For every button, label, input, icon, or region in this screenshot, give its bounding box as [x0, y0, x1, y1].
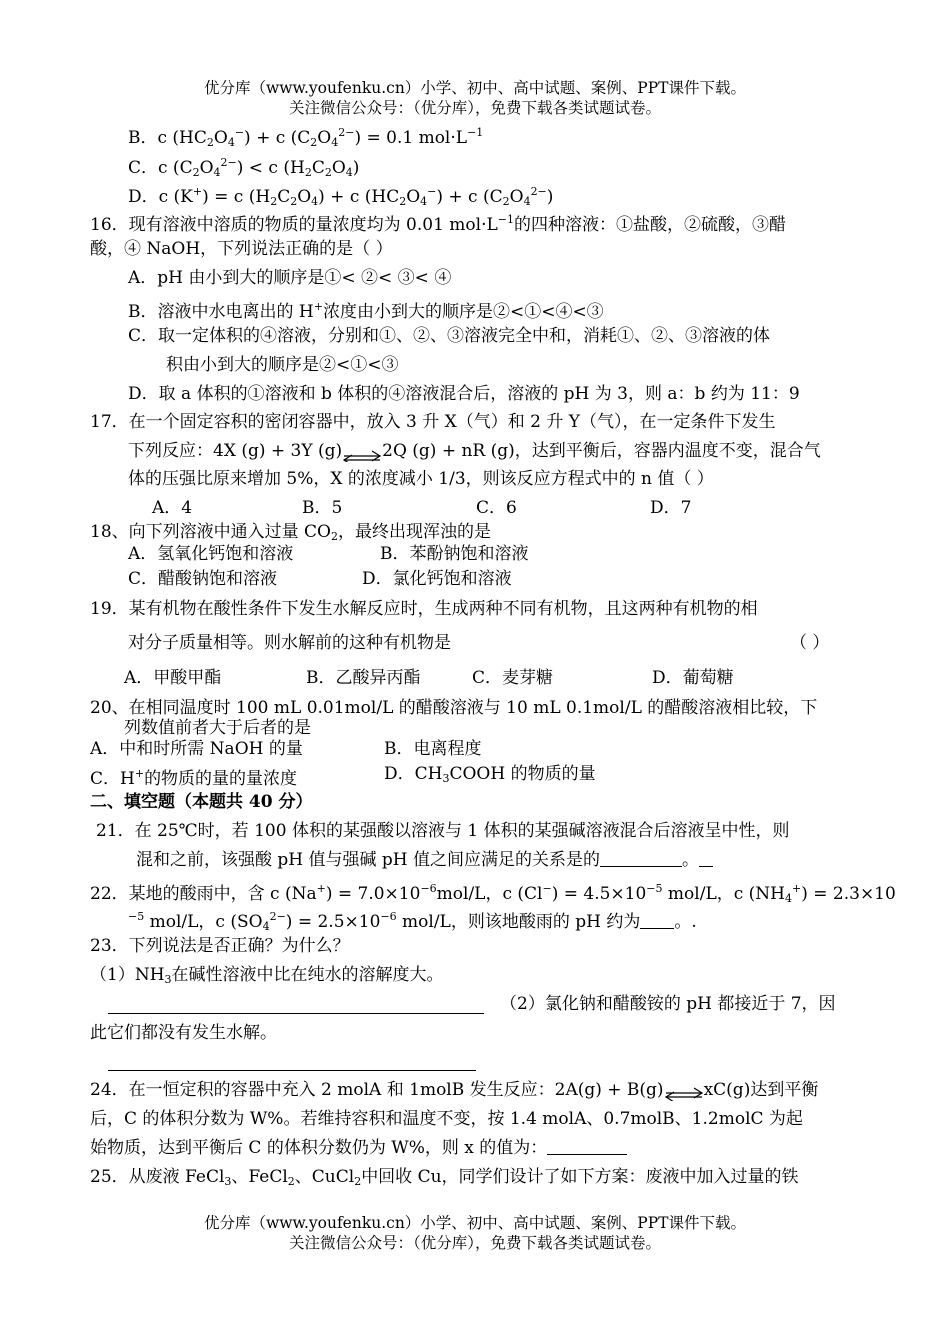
q19-option-b: B．乙酸异丙酯 [306, 668, 421, 688]
q22-stem-line-1: 22．某地的酸雨中，含 c $(Na^+) = 7.0\times 10^{-6}mol/L$，c $(Cl^-) = 4.5\times 10^{-5}$ mol/L，c $(NH_4^+) = 2.3\times 10$ [90, 882, 896, 905]
q23-part-2-line-1: （2）氯化钠和醋酸铵的 pH 都接近于 7，因 [500, 994, 836, 1014]
q23-part-1: $(1)NH_3$在碱性溶液中比在纯水的溶解度大。 [90, 965, 444, 986]
q17-stem-line-2: 下列反应：4X (g) + 3Y (g) 2Q (g) + nR (g)，达到平衡后，容器内温度不变，混合气 [128, 439, 821, 463]
equilibrium-arrow-icon [342, 444, 382, 462]
q23-answer-line-1[interactable] [108, 1012, 484, 1014]
q19-option-d: D．葡萄糖 [652, 668, 734, 688]
q19-answer-paren: （ ） [790, 633, 830, 653]
page-footer-line-1: 优分库（www.youfenku.cn）小学、初中、高中试题、案例、PPT课件下载。 [203, 1214, 747, 1232]
q18-option-c: C．醋酸钠饱和溶液 [128, 569, 278, 589]
q17-option-b: B．5 [302, 498, 343, 518]
q20-option-b: B．电离程度 [384, 739, 482, 759]
q18-option-b: B．苯酚钠饱和溶液 [380, 544, 529, 564]
q16-stem-line-2: 酸，④ NaOH，下列说法正确的是（ ） [90, 239, 393, 259]
q20-stem-line-1: 20、在相同温度时 100 mL 0.01mol/L 的醋酸溶液与 10 mL 0.1mol/L 的醋酸溶液相比较，下 [90, 698, 818, 718]
q19-stem-line-2: 对分子质量相等。则水解前的这种有机物是 [128, 633, 451, 653]
q20-stem-line-2: 列数值前者大于后者的是 [124, 718, 311, 738]
q21-blank-tail [699, 850, 713, 867]
q16-option-b: B．溶液中水电离出的 H+浓度由小到大的顺序是②<①<④<③ [128, 300, 604, 322]
q24-stem-line-1: 24．在一恒定积的容器中充入 2 molA 和 1molB 发生反应：2A(g) + B(g) xC(g)达到平衡 [90, 1080, 819, 1100]
q16-option-c-line-2: 积由小到大的顺序是②<①<③ [166, 355, 399, 375]
q20-option-c: C．H+的物质的量的量浓度 [90, 767, 298, 789]
q17-option-c: C．6 [476, 498, 517, 518]
q18-option-a: A．氢氧化钙饱和溶液 [128, 544, 294, 564]
q17-option-d: D．7 [650, 498, 692, 518]
q15-option-d: D．c (K+) = c $(H_2C_2O_4) + c$ $(HC_2O_4^-) + c$ $(C_2O_4^{2-})$ [128, 185, 554, 208]
q23-answer-line-2[interactable] [108, 1069, 476, 1071]
section-2-heading: 二、填空题（本题共 40 分） [90, 792, 313, 812]
q20-option-a: A．中和时所需 NaOH 的量 [90, 739, 303, 759]
q21-stem-line-1: 21．在 25℃时，若 100 体积的某强酸以溶液与 1 体积的某强碱溶液混合后溶液呈中性，则 [96, 821, 790, 841]
q16-option-d: D．取 a 体积的①溶液和 b 体积的④溶液混合后，溶液的 pH 为 3，则 a：b 约为 11：9 [128, 384, 800, 404]
q21-answer-blank[interactable] [600, 850, 682, 867]
q23-part-2-line-2: 此它们都没有发生水解。 [90, 1023, 277, 1043]
q23-stem: 23．下列说法是否正确？为什么？ [90, 936, 350, 956]
q17-option-a: A．4 [152, 498, 193, 518]
q19-stem-line-1: 19．某有机物在酸性条件下发生水解反应时，生成两种不同有机物，且这两种有机物的相 [90, 599, 758, 619]
q16-option-a: A．pH 由小到大的顺序是①< ②< ③< ④ [128, 268, 452, 288]
q25-stem-line-1: 25．从废液 FeCl$_3$、FeCl$_2$、CuCl$_2$中回收 Cu，同学们设计了如下方案：废液中加入过量的铁 [90, 1167, 799, 1188]
page-footer-line-2: 关注微信公众号：（优分库），免费下载各类试题试卷。 [288, 1234, 661, 1252]
q15-option-c: C．c $(C_2O_4^{2-}) < c$ $(H_2C_2O_4)$ [128, 156, 360, 179]
q24-stem-line-3: 始物质，达到平衡后 C 的体积分数仍为 W%，则 x 的值为： [90, 1136, 627, 1160]
equilibrium-arrow-icon [664, 1083, 704, 1101]
page-header-line-1: 优分库（www.youfenku.cn）小学、初中、高中试题、案例、PPT课件下载。 [203, 79, 747, 97]
q18-stem: 18、向下列溶液中通入过量 $CO_2$，最终出现浑浊的是 [90, 522, 491, 543]
q16-option-c-line-1: C．取一定体积的④溶液，分别和①、②、③溶液完全中和，消耗①、②、③溶液的体 [128, 326, 771, 346]
q15-option-b: B．c $(HC_2O_4^-) + c$ $(C_2O_4^{2-}) = 0.1$ $mol\cdot L^{-1}$ [128, 126, 484, 149]
q16-stem-line-1: 16．现有溶液中溶质的物质的量浓度均为 0.01 $mol\cdot L^{-1}$的四种溶液：①盐酸，②硫酸，③醋 [90, 213, 786, 235]
q18-option-d: D．氯化钙饱和溶液 [362, 569, 512, 589]
q17-stem-line-1: 17．在一个固定容积的密闭容器中，放入 3 升 X（气）和 2 升 Y（气），在一定条件下发生 [90, 412, 776, 432]
q20-option-d: D．$CH_3COOH$ 的物质的量 [384, 764, 596, 785]
q17-stem-line-3: 体的压强比原来增加 5%，X 的浓度减小 1/3，则该反应方程式中的 n 值（ ） [128, 469, 714, 489]
page-header-line-2: 关注微信公众号：（优分库），免费下载各类试题试卷。 [288, 99, 661, 117]
q24-stem-line-2: 后，C 的体积分数为 W%。若维持容积和温度不变，按 1.4 molA、0.7molB、1.2molC 为起 [90, 1109, 803, 1129]
q22-stem-line-2: $^{-5}$ mol/L，c $(SO_4^{2-}) = 2.5\times 10^{-6}$ mol/L，则该地酸雨的 pH 约为 。. [128, 910, 697, 933]
q24-answer-blank[interactable] [547, 1138, 627, 1155]
q19-option-c: C．麦芽糖 [472, 668, 554, 688]
q22-answer-blank[interactable] [640, 912, 674, 929]
q21-stem-line-2: 混和之前，该强酸 pH 值与强碱 pH 值之间应满足的关系是的 。 [136, 848, 713, 872]
q19-option-a: A．甲酸甲酯 [124, 668, 222, 688]
